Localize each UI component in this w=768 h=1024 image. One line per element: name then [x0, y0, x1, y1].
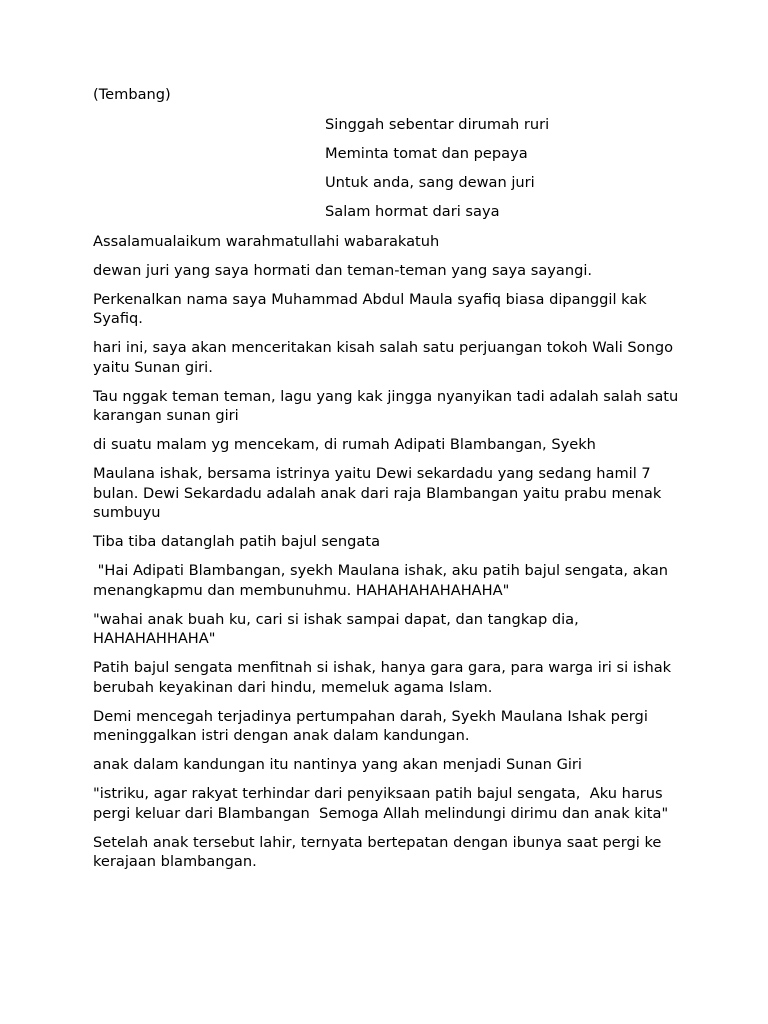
- paragraph: Perkenalkan nama saya Muhammad Abdul Maula syafiq biasa dipanggil kak Syafiq.: [93, 290, 647, 328]
- paragraph: Assalamualaikum warahmatullahi wabarakatuh: [93, 232, 440, 250]
- verse-line: Untuk anda, sang dewan juri: [325, 174, 535, 192]
- paragraph: "wahai anak buah ku, cari si ishak sampai dapat, dan tangkap dia, HAHAHAHHAHA": [93, 610, 579, 648]
- paragraph: di suatu malam yg mencekam, di rumah Adipati Blambangan, Syekh: [93, 436, 596, 454]
- paragraph: Demi mencegah terjadinya pertumpahan darah, Syekh Maulana Ishak pergi meninggalkan istri dengan anak dalam kandungan.: [93, 707, 648, 745]
- verse-line: Singgah sebentar dirumah ruri: [325, 115, 550, 133]
- paragraph: hari ini, saya akan menceritakan kisah salah satu perjuangan tokoh Wali Songo yaitu Sunan giri.: [93, 339, 674, 376]
- document-body: [93, 85, 683, 881]
- verse-line: Salam hormat dari saya: [325, 203, 500, 221]
- document-heading: (Tembang): [93, 86, 171, 103]
- verse-line: Meminta tomat dan pepaya: [325, 144, 528, 162]
- paragraph: "Hai Adipati Blambangan, syekh Maulana ishak, aku patih bajul sengata, akan menangkapmu dan membunuhmu. HAHAHAHAHAHAHA": [93, 562, 673, 599]
- verse-block: [325, 115, 683, 222]
- paragraph: Patih bajul sengata menfitnah si ishak, hanya gara gara, para warga iri si ishak berubah keyakinan dari hindu, memeluk agama Islam.: [93, 659, 672, 696]
- paragraph: Tiba tiba datanglah patih bajul sengata: [93, 533, 381, 551]
- paragraph: "istriku, agar rakyat terhindar dari penyiksaan patih bajul sengata, Aku harus pergi keluar dari Blambangan Semoga Allah melindungi dirimu dan anak kita": [93, 785, 669, 822]
- paragraph: anak dalam kandungan itu nantinya yang akan menjadi Sunan Giri: [93, 756, 582, 774]
- paragraph: dewan juri yang saya hormati dan teman-teman yang saya sayangi.: [93, 261, 593, 279]
- paragraph: Setelah anak tersebut lahir, ternyata bertepatan dengan ibunya saat pergi ke kerajaan blambangan.: [93, 833, 662, 871]
- paragraph: Tau nggak teman teman, lagu yang kak jingga nyanyikan tadi adalah salah satu karangan sunan giri: [93, 387, 679, 425]
- paragraph: Maulana ishak, bersama istrinya yaitu Dewi sekardadu yang sedang hamil 7 bulan. Dewi Sekardadu adalah anak dari raja Blambangan yaitu prabu menak sumbuyu: [93, 465, 662, 522]
